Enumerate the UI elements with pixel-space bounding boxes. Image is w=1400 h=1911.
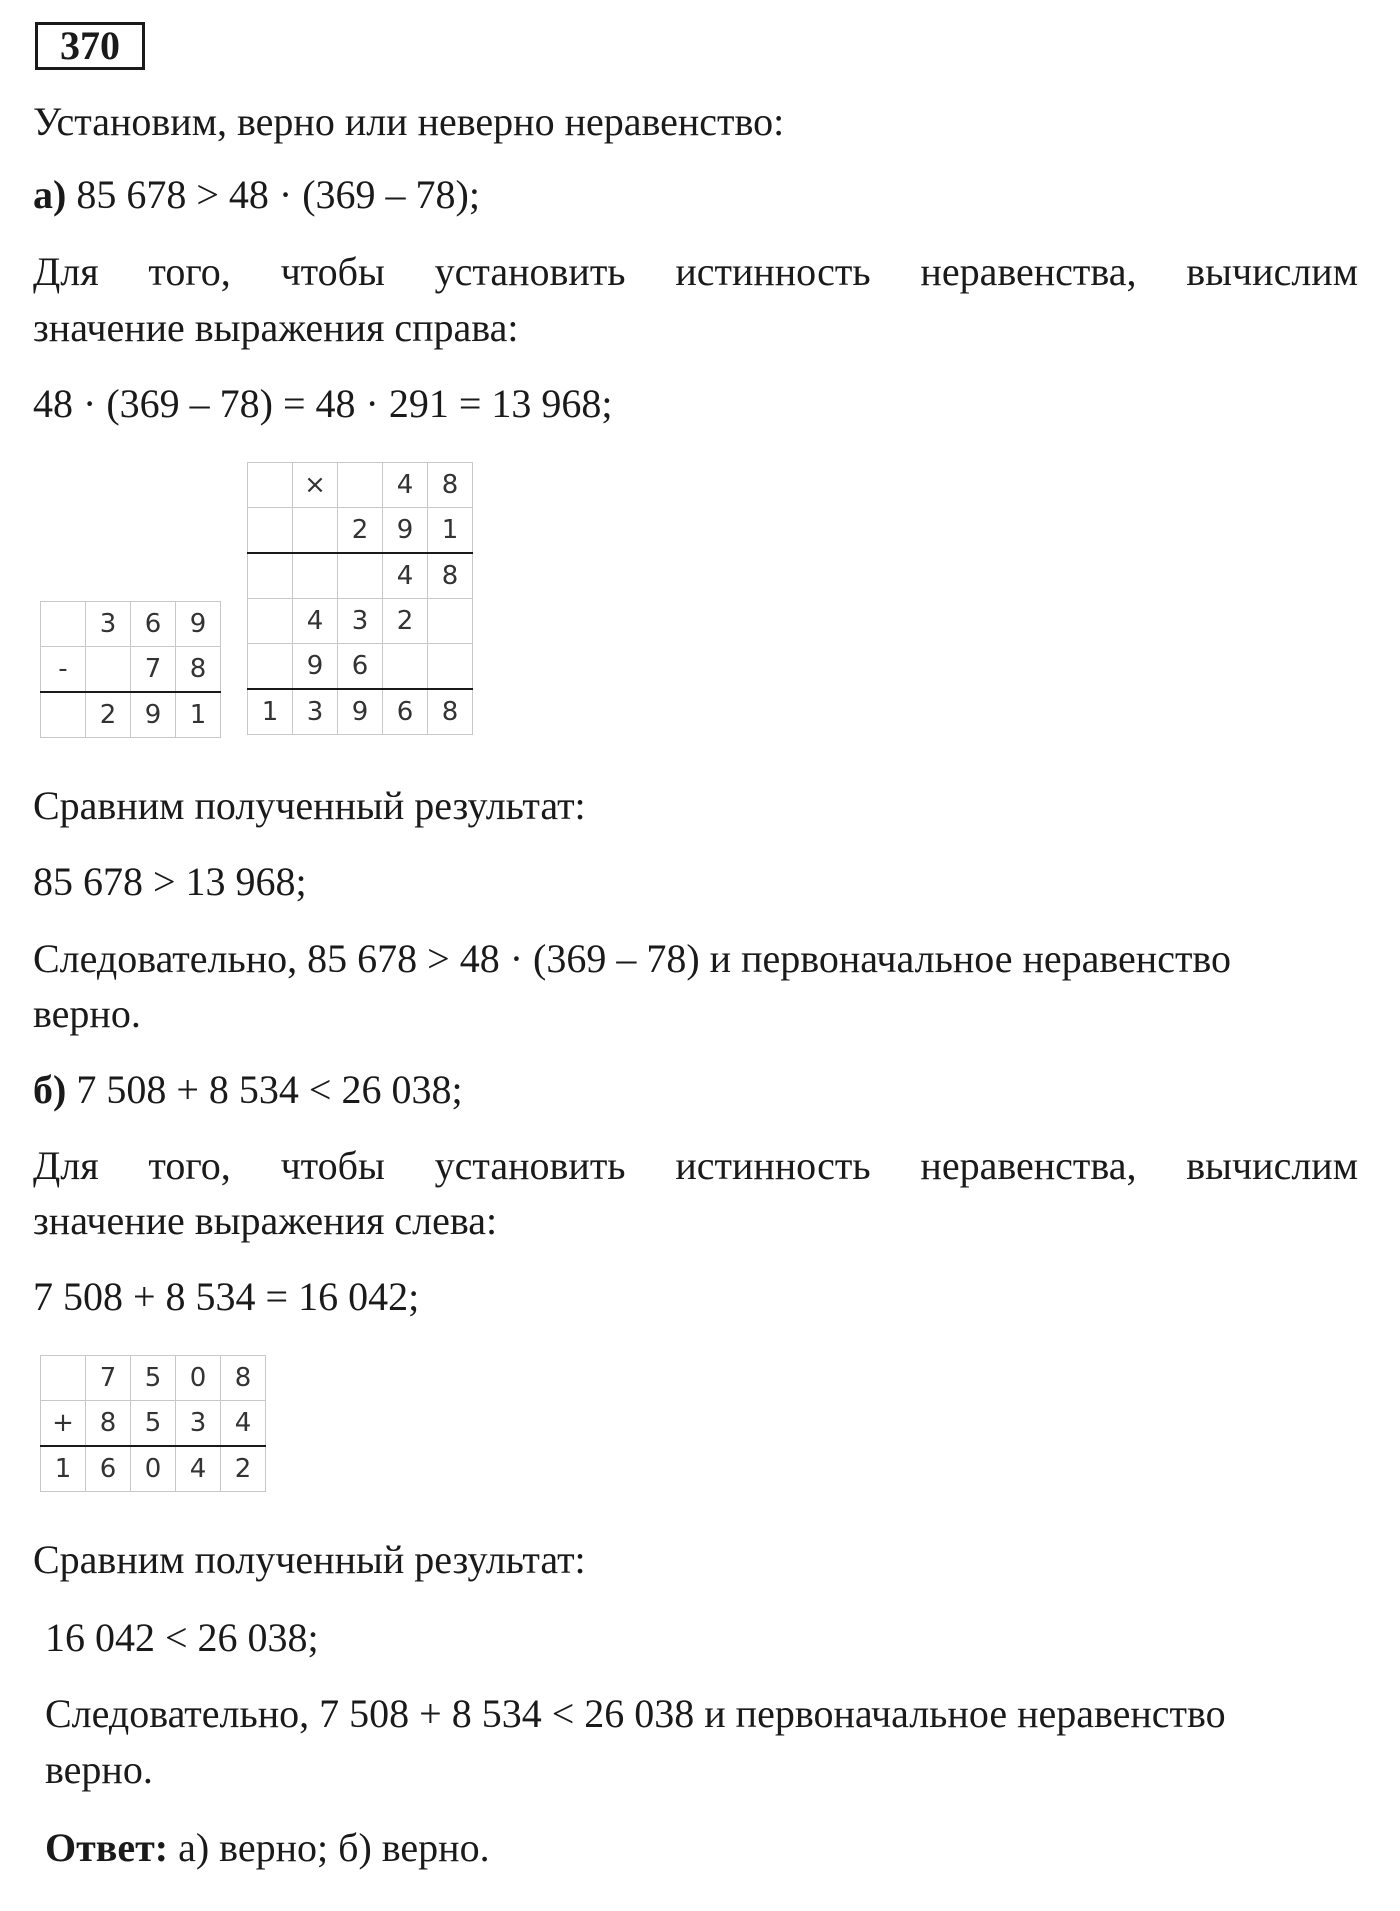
cell: 6 bbox=[131, 602, 176, 647]
cell: 3 bbox=[86, 602, 131, 647]
cell: 3 bbox=[338, 599, 383, 644]
answer-line bbox=[45, 1826, 490, 1870]
cell: 9 bbox=[176, 602, 221, 647]
cell: 8 bbox=[428, 463, 473, 508]
subtraction-table bbox=[40, 601, 221, 738]
part-b-label: б) bbox=[33, 1067, 67, 1112]
cell bbox=[248, 599, 293, 644]
part-a-conclusion-1: Следовательно, 85 678 > 48 · (369 – 78) и первоначальное неравенство bbox=[33, 936, 1232, 981]
cell: 8 bbox=[428, 689, 473, 735]
cell: 2 bbox=[383, 599, 428, 644]
cell: 4 bbox=[221, 1401, 266, 1447]
table-row bbox=[41, 647, 221, 693]
table-row bbox=[41, 1401, 266, 1447]
cell bbox=[428, 599, 473, 644]
cell bbox=[248, 463, 293, 508]
part-a-explain-1: Для того, чтобы установить истинность неравенства, вычислим bbox=[33, 249, 1358, 294]
cell bbox=[86, 647, 131, 693]
cell: 3 bbox=[176, 1401, 221, 1447]
cell: 4 bbox=[383, 553, 428, 599]
cell bbox=[338, 463, 383, 508]
part-a-explain-2: значение выражения справа: bbox=[33, 305, 519, 350]
part-b-calculation: 7 508 + 8 534 = 16 042; bbox=[33, 1274, 420, 1319]
part-b-compare: 16 042 < 26 038; bbox=[45, 1615, 319, 1660]
cell bbox=[293, 553, 338, 599]
cell: 9 bbox=[131, 692, 176, 738]
table-row bbox=[41, 1356, 266, 1401]
cell: 2 bbox=[86, 692, 131, 738]
cell bbox=[293, 508, 338, 554]
times-sign: × bbox=[293, 463, 338, 508]
cell bbox=[248, 553, 293, 599]
cell: 5 bbox=[131, 1401, 176, 1447]
cell: 6 bbox=[383, 689, 428, 735]
cell: 4 bbox=[383, 463, 428, 508]
cell: 7 bbox=[86, 1356, 131, 1401]
cell: 3 bbox=[293, 689, 338, 735]
cell bbox=[41, 602, 86, 647]
cell: 9 bbox=[338, 689, 383, 735]
cell: 6 bbox=[338, 644, 383, 690]
part-a-inequality: 85 678 > 48 · (369 – 78); bbox=[76, 172, 480, 217]
multiplication-table bbox=[247, 462, 473, 735]
part-b-conclusion-1: Следовательно, 7 508 + 8 534 < 26 038 и первоначальное неравенство bbox=[45, 1691, 1226, 1736]
cell: 5 bbox=[131, 1356, 176, 1401]
cell: 0 bbox=[131, 1446, 176, 1492]
answer-label: Ответ: bbox=[45, 1825, 169, 1870]
intro-text: Установим, верно или неверно неравенство: bbox=[33, 99, 785, 144]
cell: 6 bbox=[86, 1446, 131, 1492]
cell bbox=[248, 644, 293, 690]
cell bbox=[41, 692, 86, 738]
part-b-compare-intro: Сравним полученный результат: bbox=[33, 1537, 586, 1582]
table-row bbox=[41, 602, 221, 647]
cell: 2 bbox=[338, 508, 383, 554]
cell: 9 bbox=[383, 508, 428, 554]
part-b-explain-2: значение выражения слева: bbox=[33, 1198, 498, 1243]
cell bbox=[383, 644, 428, 690]
table-row bbox=[41, 692, 221, 738]
cell: 4 bbox=[176, 1446, 221, 1492]
cell: 1 bbox=[176, 692, 221, 738]
table-row bbox=[248, 463, 473, 508]
cell: 9 bbox=[293, 644, 338, 690]
part-b-statement bbox=[33, 1068, 463, 1112]
cell: 4 bbox=[293, 599, 338, 644]
plus-sign: + bbox=[41, 1401, 86, 1447]
cell: 1 bbox=[428, 508, 473, 554]
cell: 7 bbox=[131, 647, 176, 693]
cell: 1 bbox=[41, 1446, 86, 1492]
cell bbox=[41, 1356, 86, 1401]
part-b-conclusion-2: верно. bbox=[45, 1747, 153, 1792]
cell: 8 bbox=[221, 1356, 266, 1401]
addition-table bbox=[40, 1355, 266, 1492]
part-a-compare: 85 678 > 13 968; bbox=[33, 859, 307, 904]
part-b-inequality: 7 508 + 8 534 < 26 038; bbox=[76, 1067, 463, 1112]
part-a-conclusion-2: верно. bbox=[33, 991, 141, 1036]
cell bbox=[428, 644, 473, 690]
table-row bbox=[248, 689, 473, 735]
answer-text: а) верно; б) верно. bbox=[168, 1825, 490, 1870]
table-row bbox=[41, 1446, 266, 1492]
cell: 8 bbox=[428, 553, 473, 599]
part-a-label: а) bbox=[33, 172, 67, 217]
cell: 8 bbox=[86, 1401, 131, 1447]
cell: 0 bbox=[176, 1356, 221, 1401]
table-row bbox=[248, 644, 473, 690]
task-number: 370 bbox=[35, 22, 145, 70]
table-row bbox=[248, 508, 473, 554]
part-a-compare-intro: Сравним полученный результат: bbox=[33, 783, 586, 828]
part-b-explain-1: Для того, чтобы установить истинность неравенства, вычислим bbox=[33, 1143, 1358, 1188]
part-a-calculation: 48 · (369 – 78) = 48 · 291 = 13 968; bbox=[33, 381, 613, 426]
table-row bbox=[248, 599, 473, 644]
part-a-statement bbox=[33, 173, 480, 217]
cell: 1 bbox=[248, 689, 293, 735]
cell bbox=[248, 508, 293, 554]
cell: 2 bbox=[221, 1446, 266, 1492]
cell: 8 bbox=[176, 647, 221, 693]
table-row bbox=[248, 553, 473, 599]
minus-sign: - bbox=[41, 647, 86, 693]
cell bbox=[338, 553, 383, 599]
